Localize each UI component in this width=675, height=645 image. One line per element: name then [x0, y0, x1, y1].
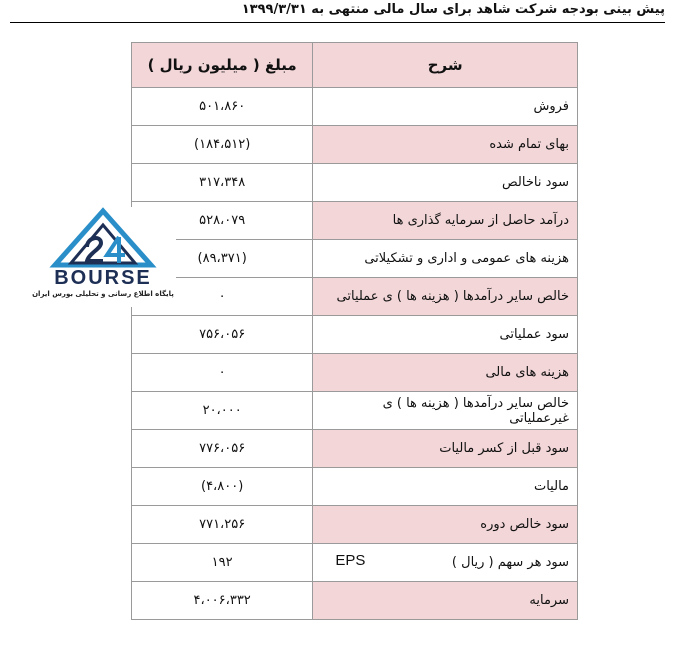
- row-label: سود ناخالص: [502, 175, 569, 190]
- row-description: [313, 316, 578, 354]
- bourse-logo-emblem-icon: [43, 207, 163, 269]
- budget-table: [131, 42, 578, 620]
- row-description: [313, 544, 578, 582]
- row-amount: ۰: [132, 278, 313, 316]
- row-description: [313, 354, 578, 392]
- header-description: شرح: [313, 43, 578, 88]
- row-label: سود هر سهم ( ریال ): [451, 555, 569, 570]
- row-label: هزینه های عمومی و اداری و تشکیلاتی: [364, 251, 569, 266]
- row-label: سود خالص دوره: [480, 517, 569, 532]
- row-description: [313, 430, 578, 468]
- table-row: [132, 202, 578, 240]
- table-row: [132, 88, 578, 126]
- row-amount: (۸۹،۳۷۱): [132, 240, 313, 278]
- row-label: خالص سایر درآمدها ( هزینه ها ) ی غیرعملیاتی: [382, 395, 569, 426]
- row-label: مالیات: [533, 479, 569, 494]
- row-label: بهای تمام شده: [489, 137, 569, 152]
- row-label-extra: EPS: [335, 552, 366, 569]
- row-label: سرمایه: [529, 593, 569, 608]
- row-amount: ۲۰،۰۰۰: [132, 392, 313, 430]
- row-amount: ۱۹۲: [132, 544, 313, 582]
- row-label: سود قبل از کسر مالیات: [439, 441, 569, 456]
- table-row: [132, 468, 578, 506]
- row-description: [313, 240, 578, 278]
- header-amount: مبلغ ( میلیون ریال ): [132, 43, 313, 88]
- row-amount: ۷۵۶،۰۵۶: [132, 316, 313, 354]
- row-amount: ۵۲۸،۰۷۹: [132, 202, 313, 240]
- row-label: هزینه های مالی: [485, 365, 569, 380]
- row-description: [313, 202, 578, 240]
- row-amount: (۴،۸۰۰): [132, 468, 313, 506]
- row-amount: (۱۸۴،۵۱۲): [132, 126, 313, 164]
- row-description: [313, 164, 578, 202]
- table-header-row: [132, 43, 578, 88]
- row-amount: ۰: [132, 354, 313, 392]
- row-label: سود عملیاتی: [499, 327, 569, 342]
- row-amount: ۴،۰۰۶،۳۳۲: [132, 582, 313, 620]
- table-row: [132, 278, 578, 316]
- row-description: [313, 506, 578, 544]
- row-amount: ۷۷۶،۰۵۶: [132, 430, 313, 468]
- bourse-logo-text: BOURSE: [54, 267, 152, 289]
- table-row: [132, 430, 578, 468]
- row-description: [313, 126, 578, 164]
- table-row: [132, 316, 578, 354]
- row-label: درآمد حاصل از سرمایه گذاری ها: [392, 213, 569, 228]
- bourse-logo-subtitle: پایگاه اطلاع رسانی و تحلیلی بورس ایران: [32, 290, 174, 298]
- table-row: [132, 240, 578, 278]
- row-amount: ۳۱۷،۳۴۸: [132, 164, 313, 202]
- row-description: [313, 468, 578, 506]
- row-amount: ۷۷۱،۲۵۶: [132, 506, 313, 544]
- row-amount: ۵۰۱،۸۶۰: [132, 88, 313, 126]
- table-row: [132, 164, 578, 202]
- bourse-logo: [30, 207, 176, 307]
- table-row: [132, 544, 578, 582]
- row-label: خالص سایر درآمدها ( هزینه ها ) ی عملیاتی: [336, 289, 569, 304]
- table-row: [132, 506, 578, 544]
- table-row: [132, 126, 578, 164]
- page-heading: پیش بینی بودجه شرکت شاهد برای سال مالی منتهی به ۱۳۹۹/۳/۳۱: [10, 2, 665, 23]
- table-row: [132, 392, 578, 430]
- row-description: [313, 88, 578, 126]
- row-description: [313, 582, 578, 620]
- table-row: [132, 354, 578, 392]
- row-description: [313, 278, 578, 316]
- row-label: فروش: [533, 99, 569, 114]
- table-row: [132, 582, 578, 620]
- row-description: [313, 392, 578, 430]
